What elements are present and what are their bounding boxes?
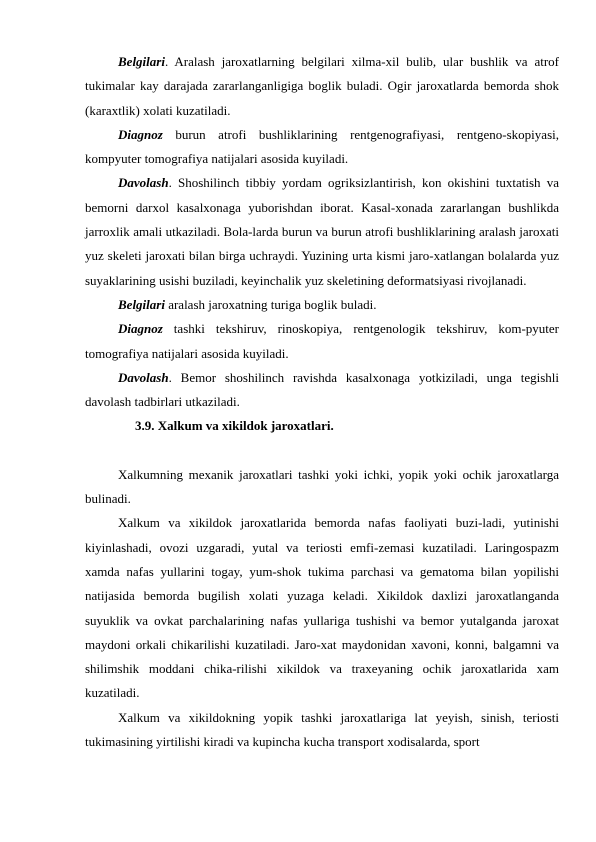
section-heading: 3.9. Xalkum va xikildok jaroxatlari. — [135, 418, 334, 434]
paragraph-text: . Shoshilinch tibbiy yordam ogriksizlantirish, kon okishini tuxtatish va bemorni darxol kasalxonaga yuborishdan iborat. Kasal-xonada zararlangan bushlikda jarroxlik amali utkaziladi. Bola-larda burun va burun atrofi bushliklarining aralash jaroxati yuz skeleti jaroxati bilan birga uchraydi. Yuzining urta kismi jaro-xatlangan bolalarda yuz suyaklarining usishi buziladi, keyinchalik yuz skeletining deformatsiyasi rivojlanadi. — [85, 175, 559, 288]
paragraph-belgilari-1 — [85, 50, 559, 123]
paragraph-davolash-2 — [85, 366, 559, 415]
paragraph-text: . Aralash jaroxatlarning belgilari xilma-xil bulib, ular bushlik va atrof tukimalar kay darajada zararlanganligiga boglik buladi. Ogir jaroxatlarda bemorda shok (karaxtlik) xolati kuzatiladi. — [85, 54, 559, 118]
paragraph-text: . Bemor shoshilinch ravishda kasalxonaga yotkiziladi, unga tegishli davolash tadbirlari utkaziladi. — [85, 369, 559, 410]
paragraph-lead: Belgilari — [118, 296, 165, 312]
page-content — [85, 50, 559, 754]
body-paragraph: Xalkum va xikildok jaroxatlarida bemorda nafas faoliyati buzi-ladi, yutinishi kiyinlashadi, ovozi uzgaradi, yutal va teriosti emfi-zemasi kuzatiladi. Laringospazm xamda nafas yullarini togay, yum-shok tukima parchasi va gematoma bilan yopilishi natijasida bemorda bugilish xolati yuzaga keladi. Xikildok daxlizi jaroxatlanganda suyuklik va ovkat parchalarining nafas yullariga tushishi va bemor yutalganda jaroxat maydoni orkali chikarilishi kuzatiladi. Jaro-xat maydonidan xavoni, konni, balgamni va shilimshik moddani chika-rilishi xikildok va traxeyaning ochik jaroxatlarida xam kuzatiladi. — [85, 515, 559, 701]
paragraph-text: burun atrofi bushliklarining rentgenografiyasi, rentgeno-skopiyasi, kompyuter tomografiya natijalari asosida kuyiladi. — [85, 126, 559, 167]
body-paragraph: Xalkum va xikildokning yopik tashki jaroxatlariga lat yeyish, sinish, teriosti tukimasining yirtilishi kiradi va kupincha kucha transport xodisalarda, sport — [85, 709, 559, 750]
section-spacer — [85, 439, 559, 463]
paragraph-diagnoz-2 — [85, 317, 559, 366]
paragraph-text: aralash jaroxatning turiga boglik buladi. — [164, 296, 377, 312]
paragraph-text: tashki tekshiruv, rinoskopiya, rentgenologik tekshiruv, kom-pyuter tomografiya natijalari asosida kuyiladi. — [85, 321, 559, 361]
paragraph-lead: Davolash — [118, 175, 169, 191]
paragraph-lead: Belgilari — [118, 54, 165, 69]
paragraph-lead: Diagnoz — [118, 126, 163, 142]
paragraph-diagnoz-1 — [85, 123, 559, 172]
paragraph-lead: Davolash — [118, 369, 169, 385]
paragraph-belgilari-2 — [85, 293, 559, 317]
paragraph-davolash-1 — [85, 171, 559, 292]
paragraph-lead: Diagnoz — [118, 321, 163, 337]
body-paragraph: Xalkumning mexanik jaroxatlari tashki yoki ichki, yopik yoki ochik jaroxatlarga bulinadi. — [85, 466, 559, 507]
